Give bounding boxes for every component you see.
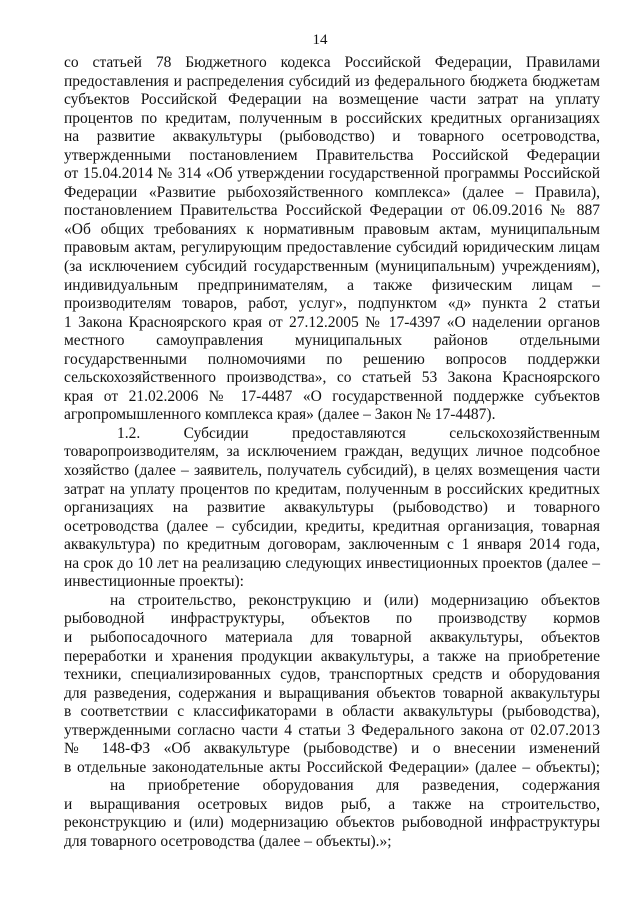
text-line: процентов по кредитам, полученным в российских кредитных организациях <box>64 109 600 127</box>
text-line: на строительство, реконструкцию и (или) модернизацию объектов <box>110 591 600 609</box>
text-line: 1.2. Субсидии предоставляются сельскохозяйственным <box>117 424 600 442</box>
text-line: предоставления и распределения субсидий из федерального бюджета бюджетам <box>64 72 600 90</box>
text-line: 1 Закона Красноярского края от 27.12.2005 № 17-4397 «О наделении органов <box>64 313 600 331</box>
text-line: хозяйство (далее – заявитель, получатель субсидий), в целях возмещения части <box>64 462 600 480</box>
text-line: и выращивания осетровых видов рыб, а также на строительство, <box>64 795 600 813</box>
text-line: переработки и хранения продукции аквакультуры, а также на приобретение <box>64 647 600 665</box>
text-line: для товарного осетроводства (далее – объекты).»; <box>64 832 392 850</box>
text-line: постановлением Правительства Российской Федерации от 06.09.2016 № 887 <box>64 202 600 220</box>
text-line: государственными полномочиями по решению вопросов поддержки <box>64 350 600 368</box>
text-line: субъектов Российской Федерации на возмещение части затрат на уплату <box>64 91 600 109</box>
text-line: аквакультура) по кредитным договорам, заключенным с 1 января 2014 года, <box>64 536 600 554</box>
text-line: Федерации «Развитие рыбохозяйственного комплекса» (далее – Правила), <box>64 183 600 201</box>
text-line: «Об общих требованиях к нормативным правовым актам, муниципальным <box>64 220 600 238</box>
text-line: производителям товаров, работ, услуг», подпунктом «д» пункта 2 статьи <box>64 295 600 313</box>
text-line: индивидуальным предпринимателям, а также физическим лицам – <box>64 276 600 294</box>
text-line: и рыбопосадочного материала для товарной аквакультуры, объектов <box>64 628 600 646</box>
text-line: на развитие аквакультуры (рыбоводство) и товарного осетроводства, <box>64 128 600 146</box>
text-line: в отдельные законодательные акты Российской Федерации» (далее – объекты); <box>64 758 600 776</box>
text-line: на приобретение оборудования для разведения, содержания <box>110 777 600 795</box>
text-line: правовым актам, регулирующим предоставление субсидий юридическим лицам <box>64 239 600 257</box>
text-line: в соответствии с классификаторами в области аквакультуры (рыбоводства), <box>64 703 600 721</box>
text-line: № 148-ФЗ «Об аквакультуре (рыбоводстве) и о внесении изменений <box>64 740 600 758</box>
body-text <box>64 54 600 852</box>
text-line: реконструкцию и (или) модернизацию объектов рыбоводной инфраструктуры <box>64 814 600 832</box>
text-line: организациях на развитие аквакультуры (рыбоводство) и товарного <box>64 499 600 517</box>
text-line: со статьей 78 Бюджетного кодекса Российской Федерации, Правилами <box>64 54 600 71</box>
text-line: сельскохозяйственного производства», со статьей 53 Закона Красноярского <box>64 369 600 387</box>
text-line: (за исключением субсидий государственным (муниципальным) учреждениям), <box>64 258 600 276</box>
text-line: товаропроизводителям, за исключением граждан, ведущих личное подсобное <box>64 443 600 461</box>
text-line: от 15.04.2014 № 314 «Об утверждении государственной программы Российской <box>64 165 600 183</box>
text-line: рыбоводной инфраструктуры, объектов по производству кормов <box>64 610 600 628</box>
text-line: затрат на уплату процентов по кредитам, полученным в российских кредитных <box>64 480 600 498</box>
text-line: осетроводства (далее – субсидии, кредиты, кредитная организация, товарная <box>64 517 600 535</box>
text-line: местного самоуправления муниципальных районов отдельными <box>64 332 600 350</box>
text-line: края от 21.02.2006 № 17-4487 «О государственной поддержке субъектов <box>64 387 600 405</box>
text-line: утвержденными согласно части 4 статьи 3 Федерального закона от 02.07.2013 <box>64 721 600 739</box>
text-line: для разведения, содержания и выращивания объектов товарной аквакультуры <box>64 684 600 702</box>
text-line: агропромышленного комплекса края» (далее – Закон № 17-4487). <box>64 406 496 424</box>
page-number: 14 <box>312 32 328 48</box>
text-line: инвестиционные проекты): <box>64 573 244 591</box>
text-line: техники, специализированных судов, транспортных средств и оборудования <box>64 666 600 684</box>
text-line: утвержденными постановлением Правительства Российской Федерации <box>64 146 600 164</box>
text-line: на срок до 10 лет на реализацию следующих инвестиционных проектов (далее – <box>64 554 600 572</box>
